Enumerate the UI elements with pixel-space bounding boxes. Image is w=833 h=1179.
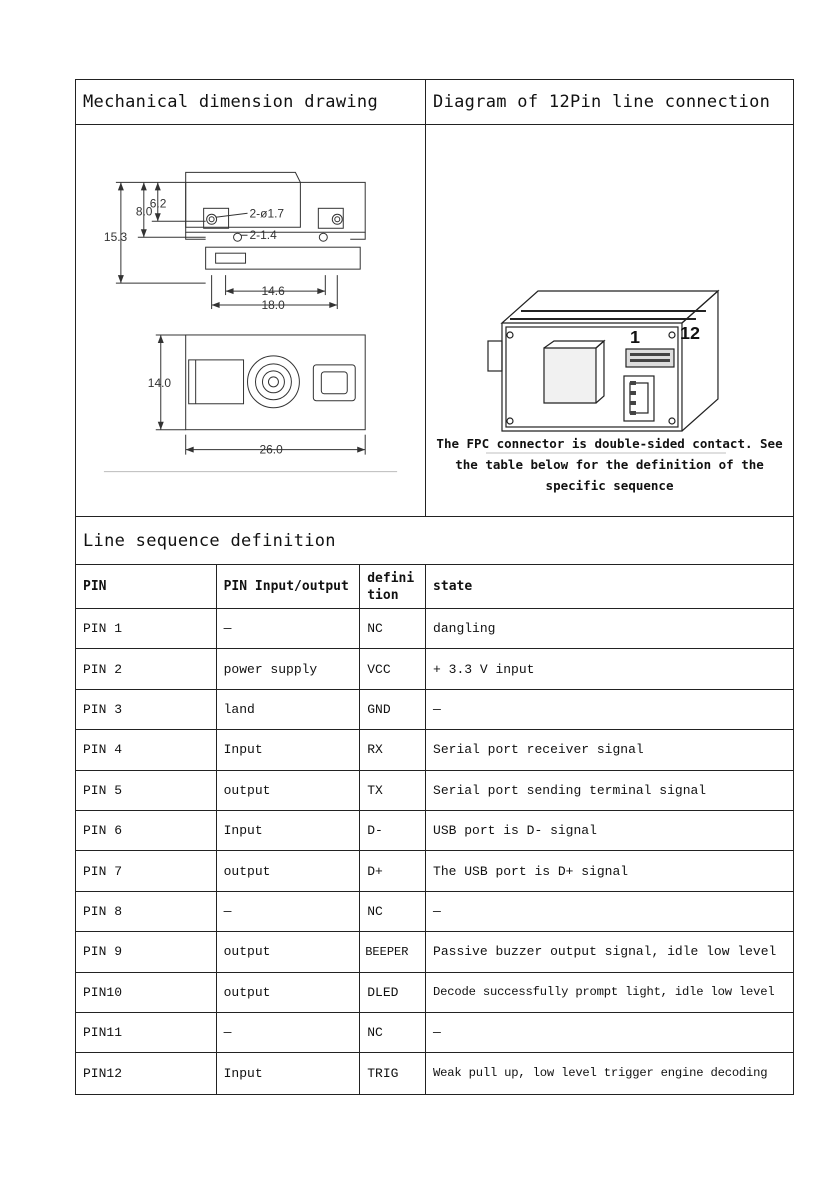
table-body bbox=[76, 609, 793, 1094]
pin-cell: PIN 7 bbox=[76, 851, 217, 890]
table-row bbox=[76, 1013, 793, 1053]
table-row bbox=[76, 730, 793, 770]
col-io-header: PIN Input/output bbox=[217, 565, 361, 608]
dim-14-0-label: 14.0 bbox=[147, 375, 172, 390]
definition-cell: DLED bbox=[360, 973, 426, 1012]
title-row bbox=[76, 80, 793, 125]
state-cell: — bbox=[433, 1025, 441, 1041]
table-row bbox=[76, 1053, 793, 1093]
dim-8-0-label: 8.0 bbox=[135, 204, 153, 219]
state-cell: — bbox=[433, 903, 441, 919]
io-cell: output bbox=[217, 851, 361, 890]
mechanical-drawing-title: Mechanical dimension drawing bbox=[76, 80, 426, 124]
pin-cell: PIN 3 bbox=[76, 690, 217, 729]
table-row bbox=[76, 811, 793, 851]
pin-cell: PIN 8 bbox=[76, 892, 217, 931]
definition-cell: BEEPER bbox=[360, 932, 426, 971]
dim-26-0-label: 26.0 bbox=[259, 442, 283, 457]
col-definition-header: defini tion bbox=[360, 565, 426, 608]
dim-hole-a-label: 2-ø1.7 bbox=[249, 206, 285, 221]
section-title-row bbox=[76, 517, 793, 565]
fpc-connector bbox=[626, 349, 674, 367]
state-cell: + 3.3 V input bbox=[433, 661, 535, 677]
definition-cell: GND bbox=[360, 690, 426, 729]
connection-diagram bbox=[426, 125, 793, 517]
pin-1-marker: 1 bbox=[630, 326, 641, 347]
state-cell: USB port is D- signal bbox=[433, 823, 597, 839]
section-title: Line sequence definition bbox=[83, 530, 336, 551]
front-view-left-window bbox=[189, 360, 244, 404]
module-illustration-svg bbox=[426, 171, 793, 471]
pin-cell: PIN12 bbox=[76, 1053, 217, 1093]
table-row bbox=[76, 932, 793, 972]
io-cell: — bbox=[217, 609, 361, 648]
definition-cell: NC bbox=[360, 1013, 426, 1052]
dim-18-0-label: 18.0 bbox=[261, 298, 285, 313]
table-row bbox=[76, 892, 793, 932]
io-cell: — bbox=[217, 1013, 361, 1052]
io-cell: Input bbox=[217, 811, 361, 850]
table-row bbox=[76, 973, 793, 1013]
io-cell: output bbox=[217, 973, 361, 1012]
dim-hole-b-label: 2-1.4 bbox=[249, 228, 277, 243]
fpc-caption: The FPC connector is double-sided contact. See the table below for the definition of the specific sequence bbox=[436, 436, 783, 493]
table-row bbox=[76, 851, 793, 891]
connection-diagram-title: Diagram of 12Pin line connection bbox=[433, 92, 771, 112]
dim-15-3-label: 15.3 bbox=[103, 230, 128, 245]
io-cell: output bbox=[217, 932, 361, 971]
pin-cell: PIN 1 bbox=[76, 609, 217, 648]
mount-hole-right bbox=[332, 214, 342, 224]
top-view-bottom-part bbox=[206, 247, 361, 269]
pin-cell: PIN 6 bbox=[76, 811, 217, 850]
io-cell: Input bbox=[217, 730, 361, 769]
state-cell: Decode successfully prompt light, idle low level bbox=[433, 985, 775, 1000]
state-cell: dangling bbox=[433, 621, 496, 637]
state-cell: Passive buzzer output signal, idle low level bbox=[433, 944, 777, 960]
io-cell: — bbox=[217, 892, 361, 931]
pin-cell: PIN11 bbox=[76, 1013, 217, 1052]
state-cell: The USB port is D+ signal bbox=[433, 863, 629, 879]
spec-table bbox=[75, 79, 794, 1095]
table-row bbox=[76, 690, 793, 730]
dim-14-6-label: 14.6 bbox=[261, 284, 285, 299]
state-cell: Serial port receiver signal bbox=[433, 742, 644, 758]
col-pin-header: PIN bbox=[76, 565, 217, 608]
definition-cell: TX bbox=[360, 771, 426, 810]
mount-hole-left bbox=[207, 214, 217, 224]
table-row bbox=[76, 649, 793, 689]
dim-6-2-label: 6.2 bbox=[149, 196, 167, 211]
module-lens-block bbox=[544, 348, 596, 403]
table-row bbox=[76, 609, 793, 649]
definition-cell: VCC bbox=[360, 649, 426, 688]
front-view-body bbox=[186, 335, 366, 430]
dimension-drawing-svg bbox=[76, 125, 425, 517]
pin-cell: PIN 5 bbox=[76, 771, 217, 810]
definition-cell: TRIG bbox=[360, 1053, 426, 1093]
definition-cell: NC bbox=[360, 609, 426, 648]
col-state-header: state bbox=[433, 579, 473, 594]
mechanical-drawing bbox=[76, 125, 426, 517]
io-cell: output bbox=[217, 771, 361, 810]
io-cell: Input bbox=[217, 1053, 361, 1093]
state-cell: Weak pull up, low level trigger engine decoding bbox=[433, 1066, 768, 1081]
state-cell: — bbox=[433, 701, 441, 717]
pin-cell: PIN 4 bbox=[76, 730, 217, 769]
definition-cell: RX bbox=[360, 730, 426, 769]
definition-cell: D+ bbox=[360, 851, 426, 890]
front-view-led-frame bbox=[313, 365, 355, 401]
state-cell: Serial port sending terminal signal bbox=[433, 782, 707, 798]
definition-cell: D- bbox=[360, 811, 426, 850]
definition-cell: NC bbox=[360, 892, 426, 931]
pin-12-marker: 12 bbox=[680, 322, 701, 343]
io-cell: land bbox=[217, 690, 361, 729]
pin-cell: PIN 9 bbox=[76, 932, 217, 971]
pin-cell: PIN 2 bbox=[76, 649, 217, 688]
drawing-row bbox=[76, 125, 793, 517]
io-cell: power supply bbox=[217, 649, 361, 688]
table-row bbox=[76, 771, 793, 811]
pin-cell: PIN10 bbox=[76, 973, 217, 1012]
table-header-row bbox=[76, 565, 793, 609]
